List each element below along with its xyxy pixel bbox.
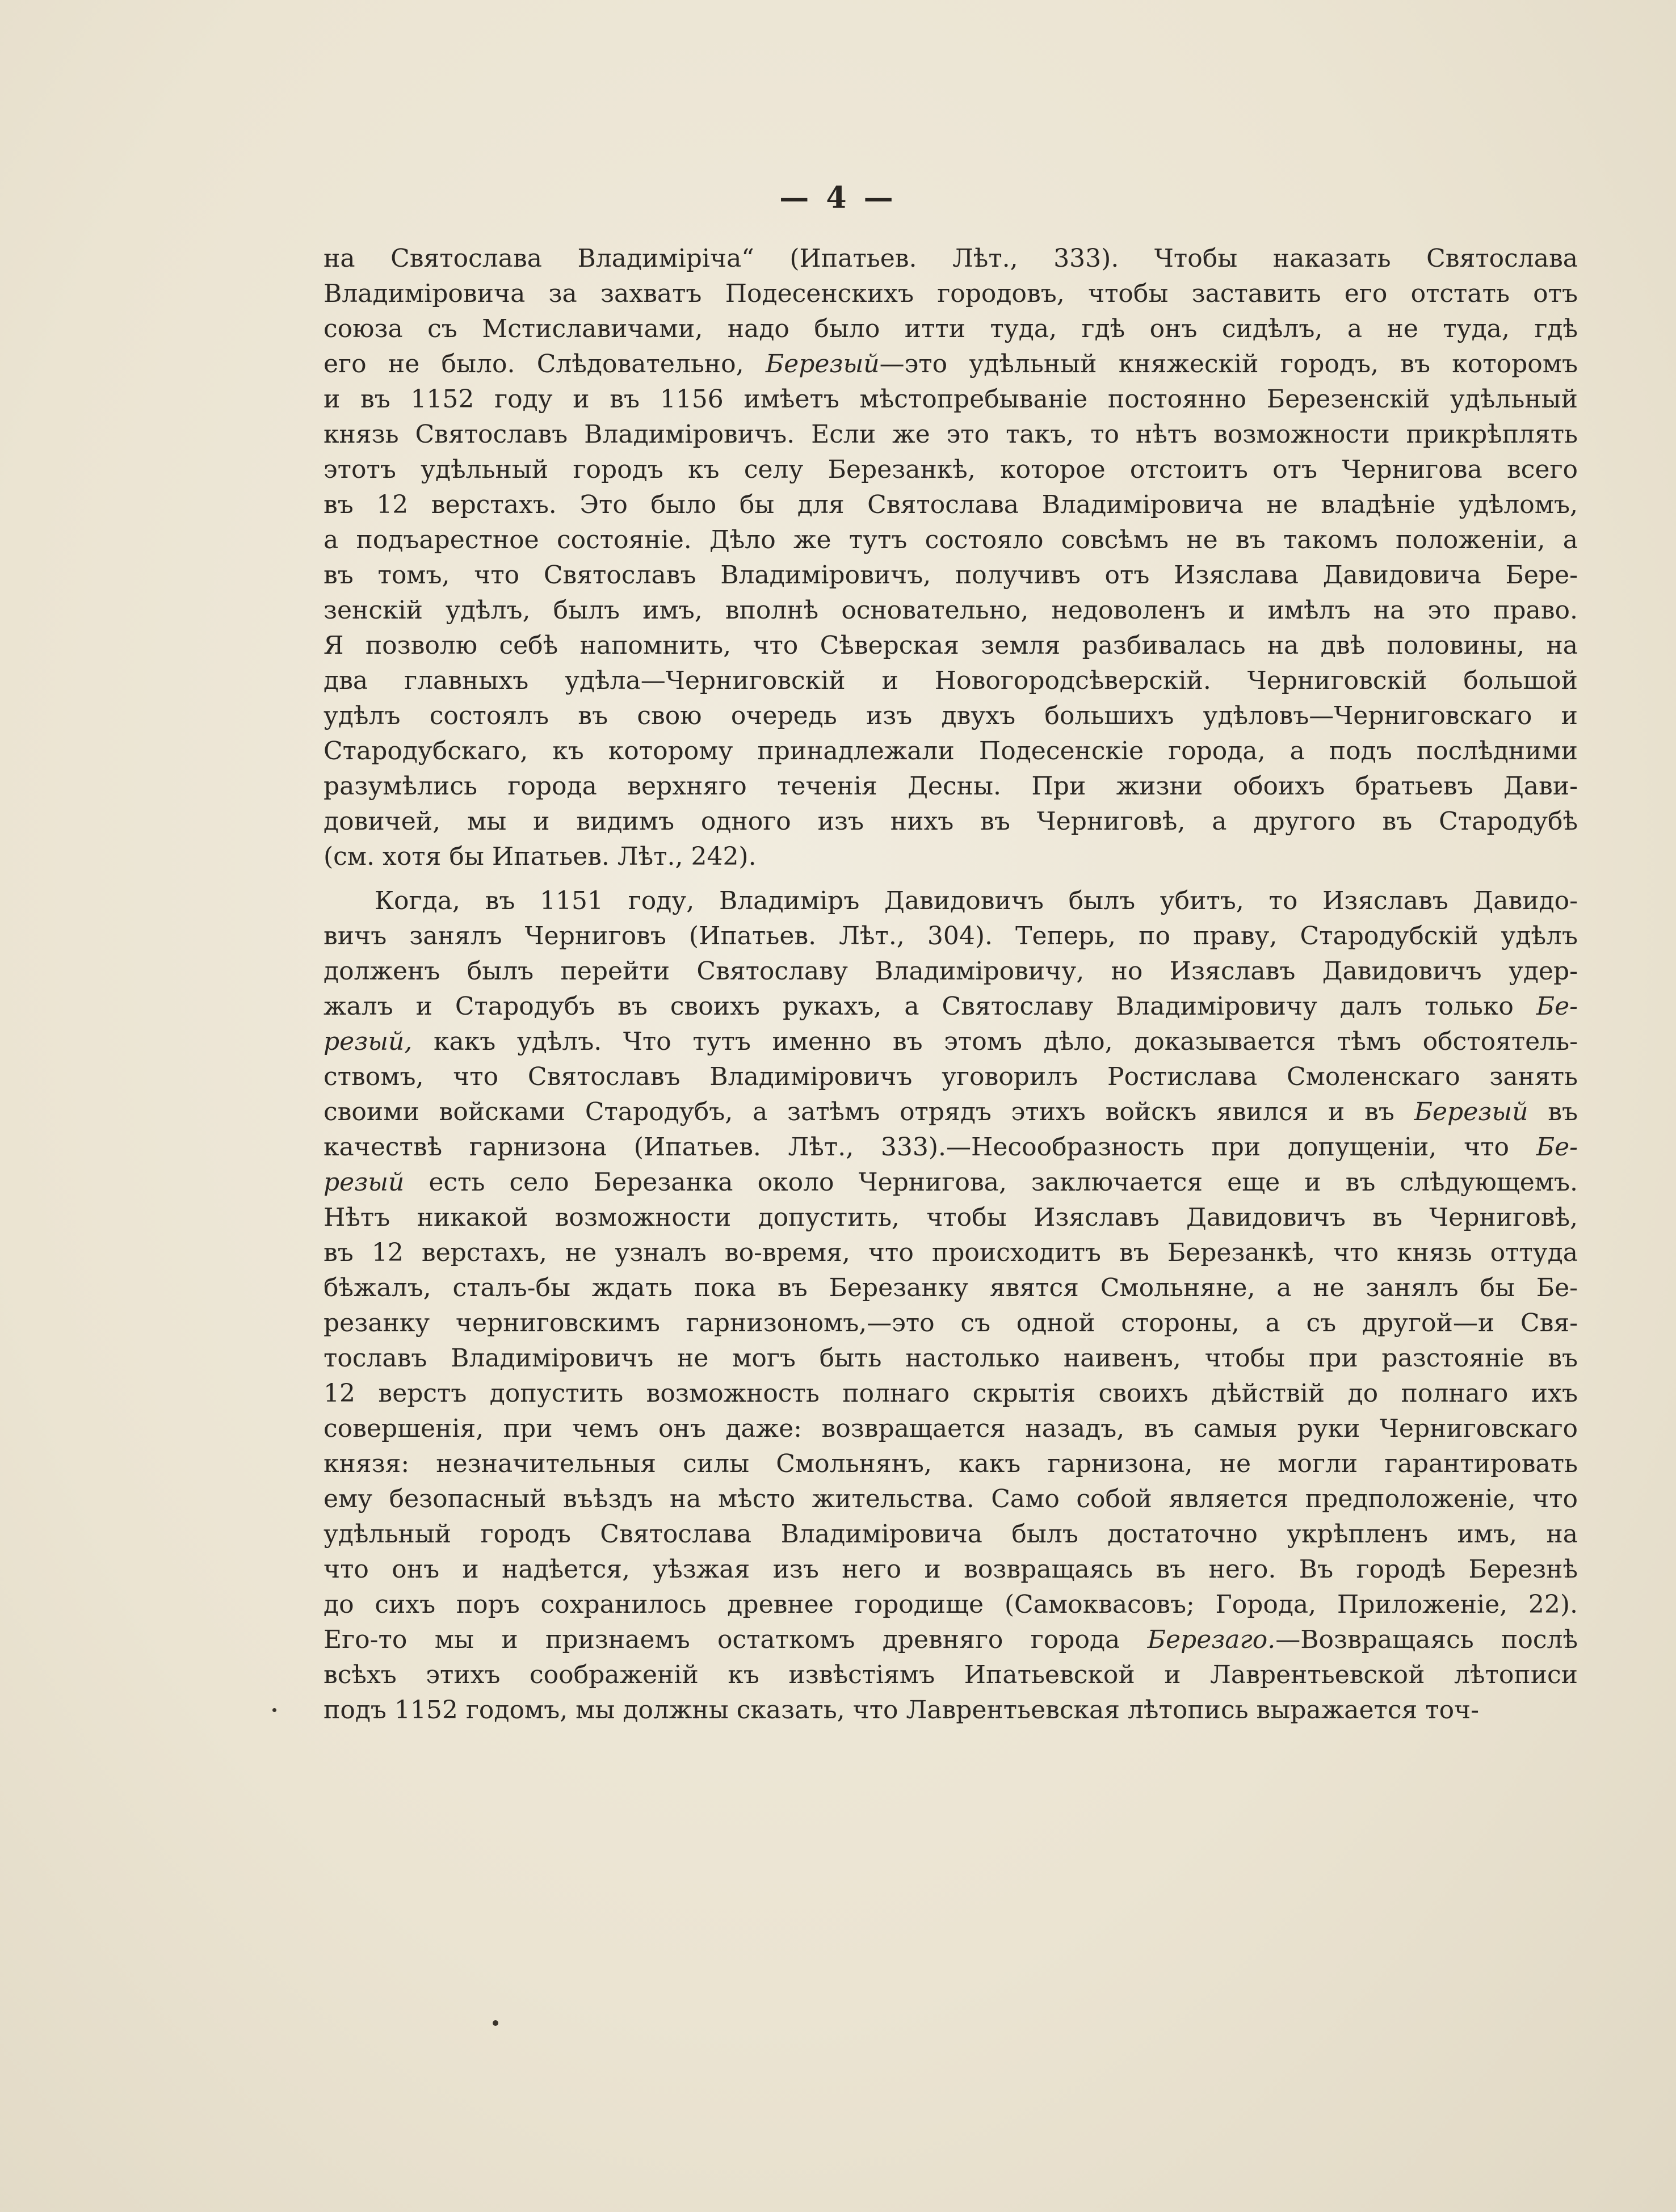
paragraph-2: [324, 884, 1578, 1728]
italic-term: Бе-: [1536, 1133, 1578, 1162]
text-line: [324, 919, 1578, 954]
line-text: удѣлъ состоялъ въ свою очередь изъ двухъ большихъ удѣловъ—Черниговскаго и: [324, 701, 1578, 730]
line-text: Владимiровича за захватъ Подесенскихъ городовъ, чтобы заставить его отстать отъ: [324, 279, 1578, 308]
line-text: Стародубскаго, къ которому принадлежали Подесенскiе города, а подъ послѣдними: [324, 737, 1578, 766]
text-line: [324, 1482, 1578, 1517]
line-text: Нѣтъ никакой возможности допустить, чтобы Изяславъ Давидовичъ въ Черниговѣ,: [324, 1203, 1578, 1232]
line-text: Его-то мы и признаемъ остаткомъ древняго города: [324, 1625, 1148, 1654]
line-text-rest: въ: [1528, 1097, 1578, 1126]
line-text: разумѣлись города верхняго теченiя Десны. При жизни обоихъ братьевъ Дави-: [324, 772, 1578, 801]
line-text-rest: —это удѣльный княжескiй городъ, въ которомъ: [879, 350, 1578, 379]
line-text: до сихъ поръ сохранилось древнее городище (Самоквасовъ; Города, Приложенiе, 22).: [324, 1590, 1578, 1619]
line-text: (см. хотя бы Ипатьев. Лѣт., 242).: [324, 842, 757, 871]
text-line: [324, 839, 1578, 874]
text-line: [324, 347, 1578, 382]
line-text: 12 верстъ допустить возможность полнаго скрытiя своихъ дѣйствiй до полнаго ихъ: [324, 1379, 1578, 1408]
line-text: довичей, мы и видимъ одного изъ нихъ въ Черниговѣ, а другого въ Стародубѣ: [324, 807, 1578, 836]
text-line: [324, 1024, 1578, 1059]
line-text: удѣльный городъ Святослава Владимiровича былъ достаточно укрѣпленъ имъ, на: [324, 1520, 1578, 1549]
line-text: жалъ и Стародубъ въ своихъ рукахъ, а Святославу Владимiровичу далъ только: [324, 992, 1536, 1021]
text-line: [324, 452, 1578, 487]
line-text: въ томъ, что Святославъ Владимiровичъ, получивъ отъ Изяслава Давидовича Бере-: [324, 561, 1578, 590]
line-text-rest: какъ удѣлъ. Что тутъ именно въ этомъ дѣло, доказывается тѣмъ обстоятель-: [412, 1027, 1578, 1056]
line-text: тославъ Владимiровичъ не могъ быть настолько наивенъ, чтобы при разстоянiе въ: [324, 1344, 1578, 1373]
line-text: резанку черниговскимъ гарнизономъ,—это съ одной стороны, а съ другой—и Свя-: [324, 1309, 1578, 1338]
line-text: вичъ занялъ Черниговъ (Ипатьев. Лѣт., 304). Теперь, по праву, Стародубскiй удѣлъ: [324, 922, 1578, 951]
line-text: въ 12 верстахъ. Это было бы для Святослава Владимiровича не владѣнiе удѣломъ,: [324, 490, 1578, 519]
line-text: князя: незначительныя силы Смольнянъ, какъ гарнизона, не могли гарантировать: [324, 1449, 1578, 1478]
text-line: [324, 1658, 1578, 1693]
line-text: и въ 1152 году и въ 1156 имѣетъ мѣстопребыванiе постоянно Березенскiй удѣльный: [324, 385, 1578, 414]
text-line: [324, 989, 1578, 1024]
line-text-rest: —Возвращаясь послѣ: [1275, 1625, 1578, 1654]
line-text: Когда, въ 1151 году, Владимiръ Давидовичъ былъ убитъ, то Изяславъ Давидо-: [375, 886, 1578, 915]
text-line: [324, 1271, 1578, 1306]
paragraph-1: [324, 241, 1578, 874]
italic-term: резый,: [324, 1027, 413, 1056]
line-text: качествѣ гарнизона (Ипатьев. Лѣт., 333).—Несообразность при допущенiи, что: [324, 1133, 1536, 1162]
text-line: [324, 1446, 1578, 1482]
text-line: [324, 1341, 1578, 1376]
text-line: [324, 241, 1578, 276]
line-text: этотъ удѣльный городъ къ селу Березанкѣ, которое отстоитъ отъ Чернигова всего: [324, 455, 1578, 484]
line-text: совершенiя, при чемъ онъ даже: возвращается назадъ, въ самыя руки Черниговскаго: [324, 1414, 1578, 1443]
text-line: [324, 523, 1578, 558]
text-line: [324, 558, 1578, 593]
line-text: его не было. Слѣдовательно,: [324, 350, 766, 379]
body-text: [324, 241, 1578, 1728]
text-line: [324, 663, 1578, 699]
text-line: [324, 628, 1578, 663]
text-line: [324, 1376, 1578, 1411]
text-line: [324, 1622, 1578, 1658]
line-text: Я позволю себѣ напомнить, что Сѣверская земля разбивалась на двѣ половины, на: [324, 631, 1578, 660]
italic-term: резый: [324, 1168, 405, 1197]
italic-term: Березаго.: [1147, 1625, 1276, 1654]
line-text: бѣжалъ, сталъ-бы ждать пока въ Березанку явятся Смольняне, а не занялъ бы Бе-: [324, 1273, 1578, 1302]
line-text: своими войсками Стародубъ, а затѣмъ отрядъ этихъ войскъ явился и въ: [324, 1097, 1414, 1126]
text-line: [324, 382, 1578, 417]
text-line: [324, 1235, 1578, 1271]
text-line: [324, 1200, 1578, 1235]
line-text: въ 12 верстахъ, не узналъ во-время, что происходитъ въ Березанкѣ, что князь оттуда: [324, 1238, 1578, 1267]
italic-term: Березый: [765, 350, 880, 379]
text-line: [324, 884, 1578, 919]
line-text: два главныхъ удѣла—Черниговскiй и Новогородсѣверскiй. Черниговскiй большой: [324, 666, 1578, 695]
line-text-rest: есть село Березанка около Чернигова, заключается еще и въ слѣдующемъ.: [404, 1168, 1578, 1197]
text-line: [324, 593, 1578, 628]
text-line: [324, 1587, 1578, 1622]
line-text: всѣхъ этихъ соображенiй къ извѣстiямъ Ипатьевской и Лаврентьевской лѣтописи: [324, 1660, 1578, 1689]
italic-term: Березый: [1414, 1097, 1528, 1126]
text-line: [324, 312, 1578, 347]
text-line: [324, 804, 1578, 839]
line-text: а подъарестное состоянiе. Дѣло же тутъ состояло совсѣмъ не въ такомъ положенiи, а: [324, 525, 1578, 554]
text-line: [324, 1306, 1578, 1341]
line-text: зенскiй удѣлъ, былъ имъ, вполнѣ основательно, недоволенъ и имѣлъ на это право.: [324, 596, 1578, 625]
text-line: [324, 417, 1578, 452]
text-line: [324, 1552, 1578, 1587]
text-line: [324, 1411, 1578, 1446]
text-line: [324, 487, 1578, 523]
text-line: [324, 1165, 1578, 1200]
line-text: ему безопасный въѣздъ на мѣсто жительства. Само собой является предположенiе, что: [324, 1485, 1578, 1513]
text-line: [324, 1130, 1578, 1165]
text-line: [324, 699, 1578, 734]
text-line: [324, 1059, 1578, 1095]
text-line: [324, 1095, 1578, 1130]
text-line: [324, 1693, 1578, 1728]
line-text: подъ 1152 годомъ, мы должны сказать, что Лаврентьевская лѣтопись выражается точ-: [324, 1696, 1480, 1725]
line-text: что онъ и надѣется, уѣзжая изъ него и возвращаясь въ него. Въ городѣ Березнѣ: [324, 1555, 1578, 1584]
line-text: ствомъ, что Святославъ Владимiровичъ уговорилъ Ростислава Смоленскаго занять: [324, 1062, 1578, 1091]
text-line: [324, 734, 1578, 769]
text-line: [324, 954, 1578, 989]
line-text: на Святослава Владимiрiча“ (Ипатьев. Лѣт., 333). Чтобы наказать Святослава: [324, 244, 1578, 273]
line-text: князь Святославъ Владимiровичъ. Если же это такъ, то нѣтъ возможности прикрѣплять: [324, 420, 1578, 449]
line-text: долженъ былъ перейти Святославу Владимiровичу, но Изяславъ Давидовичъ удер-: [324, 957, 1578, 986]
text-line: [324, 276, 1578, 312]
page-number: — 4 —: [779, 180, 897, 215]
text-line: [324, 769, 1578, 804]
text-line: [324, 1517, 1578, 1552]
italic-term: Бе-: [1536, 992, 1578, 1021]
line-text: союза съ Мстиславичами, надо было итти туда, гдѣ онъ сидѣлъ, а не туда, гдѣ: [324, 314, 1578, 343]
